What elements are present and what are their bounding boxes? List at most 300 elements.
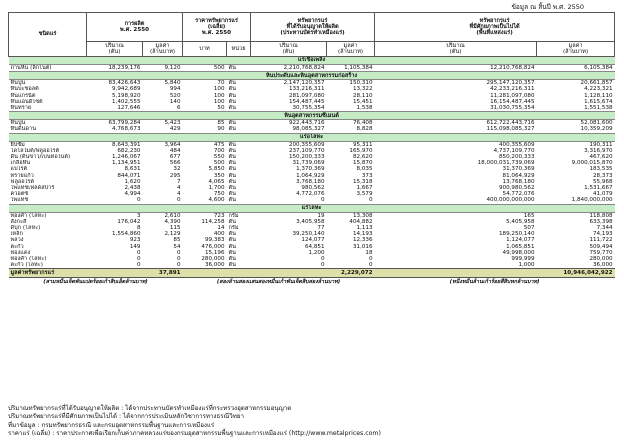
price-unit: ตัน — [228, 154, 236, 161]
permitted-qty: 124,077 — [301, 237, 325, 244]
permitted-value: 165,970 — [349, 147, 373, 154]
potential-qty: 1,065,851 — [506, 243, 535, 250]
subheader-baht: บาท — [183, 42, 227, 57]
production-value: 4,390 — [164, 218, 181, 225]
price-baht: 14 — [217, 225, 225, 232]
permitted-value: 8,035 — [356, 166, 373, 173]
permitted-qty: 0 — [320, 262, 325, 269]
production-value: 429 — [169, 126, 181, 133]
production-qty: 8 — [136, 225, 141, 232]
subheader-potential-value-label: มูลค่า (ล้านบาท) — [562, 42, 589, 55]
subheader-potential-value — [537, 42, 615, 57]
permitted-value: 82,620 — [352, 154, 373, 161]
potential-value: 1,840,000,000 — [571, 197, 613, 204]
production-value: 4 — [176, 191, 181, 198]
production-value: 0 — [176, 249, 181, 256]
production-value: 7 — [176, 178, 181, 185]
section-title: หินอุตสาหกรรมซีเมนต์ — [9, 112, 615, 120]
potential-value: 190,311 — [589, 141, 613, 148]
price-unit: กรัม — [228, 212, 239, 219]
permitted-qty: 980,562 — [301, 185, 325, 192]
price-baht: 1,700 — [208, 185, 225, 192]
permitted-qty: 3,768,180 — [296, 178, 325, 185]
potential-value: 6,105,384 — [584, 65, 613, 71]
production-value: 6 — [176, 105, 181, 112]
table-row — [9, 105, 615, 112]
permitted-value: 0 — [368, 256, 373, 263]
permitted-value: 1,667 — [356, 185, 373, 192]
permitted-value: 18 — [365, 249, 373, 256]
permitted-qty: 19 — [317, 212, 325, 219]
permitted-qty: 4,772,076 — [296, 191, 325, 198]
mineral-name: เหล็ก — [10, 231, 23, 238]
mineral-name: สังกะสี — [10, 218, 27, 225]
potential-value: 4,223,321 — [584, 86, 613, 93]
table-row — [9, 197, 615, 204]
permitted-value: 404,882 — [349, 218, 373, 225]
price-baht: 85 — [217, 120, 225, 127]
production-value: 0 — [176, 256, 181, 263]
section-title: แร่อโลหะ — [9, 133, 615, 141]
section-title: แร่เชื้อเพลิง — [9, 57, 615, 65]
price-baht: 90 — [217, 126, 225, 133]
production-value: 5,840 — [164, 80, 181, 87]
production-value: 5,423 — [164, 120, 181, 127]
production-qty: 8,643,391 — [112, 141, 141, 148]
potential-value: 509,494 — [589, 243, 613, 250]
price-baht: 50 — [217, 105, 225, 112]
permitted-qty: 1,370,369 — [296, 166, 325, 173]
production-value: 3,964 — [164, 141, 181, 148]
header-potential — [375, 13, 615, 42]
potential-value: 52,081,600 — [580, 120, 613, 127]
mineral-name: ทองคำ (โลหะ) — [10, 212, 47, 219]
price-unit: ตัน — [228, 231, 236, 238]
permitted-value: 14,193 — [352, 231, 373, 238]
potential-qty: 295,147,120,357 — [486, 80, 535, 87]
mineral-name: ดิน (ดินขาว/เบนทอไนต์) — [10, 154, 71, 161]
mineral-name: ทรายแก้ว — [10, 172, 34, 179]
production-qty: 923 — [129, 237, 141, 244]
total-potential-words: (หนึ่งหมื่นล้านเก้าร้อยสี่สิบหกล้านบาท) — [449, 278, 540, 285]
mineral-name: ตะกั่ว (โลหะ) — [10, 262, 43, 269]
production-value: 2,610 — [164, 212, 181, 219]
mineral-name: หินบะซอลต์ — [10, 86, 39, 93]
production-qty: 127,646 — [117, 105, 141, 112]
section-title: แร่โลหะ — [9, 204, 615, 212]
price-baht: 400 — [213, 231, 225, 238]
potential-value: 28,373 — [593, 172, 613, 179]
total-production-words: (สามหมื่นเจ็ดพันแปดร้อยเก้าสิบเอ็ดล้านบาท) — [43, 278, 148, 285]
production-value: 140 — [169, 98, 181, 105]
total-permitted-words: (สองล้านสองแสนสองหมื่นเก้าพันเจ็ดสิบสองล้านบาท) — [216, 278, 341, 285]
price-baht: 100 — [213, 98, 225, 105]
permitted-value: 1,105,384 — [344, 65, 373, 71]
production-qty: 8,631 — [124, 166, 141, 173]
permitted-value: 15,318 — [352, 178, 373, 185]
subheader-potential-qty-label: ปริมาณ (ตัน) — [446, 42, 465, 55]
permitted-qty: 64,851 — [304, 243, 325, 250]
table-row — [9, 212, 615, 219]
mineral-name: พลวง — [10, 237, 24, 244]
potential-value: 1,531,667 — [584, 185, 613, 192]
potential-qty: 11,281,097,080 — [490, 92, 535, 99]
price-unit: ตัน — [228, 249, 236, 256]
production-qty: 83,426,643 — [108, 80, 141, 87]
section-header — [9, 57, 615, 65]
price-unit: ตัน — [228, 86, 236, 93]
potential-qty: 115,098,085,327 — [486, 126, 535, 133]
production-qty: 844,071 — [117, 172, 141, 179]
production-value: 994 — [169, 86, 181, 93]
table-row — [9, 120, 615, 127]
price-baht: 36,000 — [204, 262, 225, 269]
permitted-value: 15,870 — [352, 160, 373, 167]
permitted-value: 13,308 — [352, 212, 373, 219]
potential-qty: 12,210,768,824 — [490, 65, 535, 71]
production-qty: 2,438 — [124, 185, 141, 192]
production-value: 0 — [176, 197, 181, 204]
potential-qty: 507 — [523, 225, 535, 232]
production-qty: 9,942,689 — [112, 86, 141, 93]
mineral-name: โพแทชเฟลด์สปาร์ — [10, 185, 55, 192]
permitted-value: 150,310 — [349, 80, 373, 87]
production-value: 4 — [176, 185, 181, 192]
production-qty: 1,402,555 — [112, 98, 141, 105]
potential-value: 74,193 — [593, 231, 613, 238]
permitted-qty: 922,443,716 — [288, 120, 325, 127]
price-baht: 500 — [213, 65, 225, 71]
price-unit: ตัน — [228, 197, 236, 204]
production-qty: 1,620 — [124, 178, 141, 185]
potential-value: 111,722 — [589, 237, 613, 244]
permitted-qty: 30,755,354 — [292, 105, 325, 112]
potential-value: 36,000 — [593, 262, 613, 269]
price-baht: 350 — [213, 172, 225, 179]
price-unit: ตัน — [228, 191, 236, 198]
total-row — [9, 269, 615, 278]
price-baht: 550 — [213, 154, 225, 161]
price-baht: 100 — [213, 92, 225, 99]
header-potential-label: ทรัพยากรแร่ ที่มีศักยภาพเป็นไปได้ (พื้นที่แหล่งแร่) — [469, 17, 520, 37]
potential-qty: 42,233,216,311 — [490, 86, 535, 93]
subheader-permitted-qty — [251, 42, 327, 57]
footnotes — [8, 405, 381, 438]
header-mineral: ชนิดแร่ — [9, 13, 87, 57]
potential-value: 3,316,970 — [584, 147, 613, 154]
production-qty: 1,554,860 — [112, 231, 141, 238]
price-baht: 476,000 — [201, 243, 225, 250]
price-unit: ตัน — [228, 65, 236, 71]
potential-value: 10,359,209 — [580, 126, 613, 133]
subheader-permitted-qty-label: ปริมาณ (ตัน) — [279, 42, 298, 55]
potential-qty: 4,737,109,770 — [493, 147, 535, 154]
permitted-qty: 98,085,327 — [292, 126, 325, 133]
section-header — [9, 133, 615, 141]
mineral-name: ทองคำ (โลหะ) — [10, 256, 47, 263]
potential-value: 7,344 — [596, 225, 613, 232]
price-baht: 5,850 — [208, 166, 225, 173]
mineral-name: ยิปซัม — [10, 141, 25, 148]
total-permitted-value: 2,229,072 — [327, 269, 375, 278]
mineral-name: โดโลไมต์/ฟลูออไรต์ — [10, 147, 60, 154]
price-baht: 700 — [213, 147, 225, 154]
permitted-value: 1,113 — [356, 225, 373, 232]
section-header — [9, 112, 615, 120]
potential-qty: 612,722,443,716 — [486, 120, 535, 127]
subheader-qty — [87, 42, 143, 57]
potential-value: 55,968 — [593, 178, 613, 185]
price-unit: ตัน — [228, 237, 236, 244]
price-baht: 723 — [213, 212, 225, 219]
permitted-qty: 2,210,768,824 — [283, 65, 325, 71]
mineral-name: หินทราย — [10, 105, 32, 112]
footnote: ราคาแร่ (เฉลี่ย) : ราคาประกาศเพื่อเรียกเก็บค่าภาคหลวงแร่ของกรมอุตสาหกรรมพื้นฐานและการเหมืองแร่ (http://www.metalprices.com) — [8, 429, 381, 437]
production-qty: 149 — [129, 243, 141, 250]
production-qty: 0 — [136, 262, 141, 269]
table-row — [9, 80, 615, 87]
potential-qty: 49,998,000 — [502, 249, 535, 256]
potential-qty: 850,200,333 — [498, 154, 535, 161]
price-unit: ตัน — [228, 218, 236, 225]
price-unit: ตัน — [228, 120, 236, 127]
price-unit: ตัน — [228, 80, 236, 87]
permitted-value: 8,828 — [356, 126, 373, 133]
potential-qty: 189,250,140 — [498, 231, 535, 238]
mineral-name: หินดินดาน — [10, 126, 37, 133]
potential-qty: 81,064,929 — [502, 172, 535, 179]
production-value: 115 — [169, 225, 181, 232]
subheader-permitted-value — [327, 42, 375, 57]
price-unit: ตัน — [228, 147, 236, 154]
production-qty: 18,239,176 — [108, 65, 141, 71]
production-value: 9,120 — [164, 65, 181, 71]
price-baht: 280,000 — [201, 256, 225, 263]
permitted-value: 373 — [361, 172, 373, 179]
potential-qty: 16,154,487,445 — [490, 98, 535, 105]
subheader-permitted-value-label: มูลค่า (ล้านบาท) — [337, 42, 364, 55]
total-spacer-2 — [375, 269, 537, 278]
total-spacer — [183, 269, 327, 278]
potential-qty: 400,000,000,000 — [486, 197, 535, 204]
permitted-value: 1,538 — [356, 105, 373, 112]
section-header — [9, 204, 615, 212]
potential-value: 633,398 — [589, 218, 613, 225]
price-unit: ตัน — [228, 92, 236, 99]
production-value: 484 — [169, 147, 181, 154]
price-unit: ตัน — [228, 178, 236, 185]
production-qty: 4,994 — [124, 191, 141, 198]
potential-value: 467,620 — [589, 154, 613, 161]
price-baht: 15,196 — [204, 249, 225, 256]
permitted-value: 12,336 — [352, 237, 373, 244]
production-value: 566 — [169, 160, 181, 167]
price-baht: 99,383 — [204, 237, 225, 244]
footnote: ที่มาข้อมูล : กรมทรัพยากรธรณี และกรมอุตสาหกรรมพื้นฐานและการเหมืองแร่ — [8, 421, 215, 429]
production-value: 520 — [169, 92, 181, 99]
header-permitted-label: ทรัพยากรแร่ ที่ได้รับอนุญาตให้ผลิต (ประทานบัตรทำเหมืองแร่) — [280, 17, 345, 37]
permitted-qty: 0 — [320, 197, 325, 204]
permitted-qty: 0 — [320, 256, 325, 263]
price-baht: 100 — [213, 86, 225, 93]
potential-value: 1,551,538 — [584, 105, 613, 112]
price-unit: ตัน — [228, 166, 236, 173]
potential-qty: 54,772,076 — [502, 191, 535, 198]
permitted-value: 0 — [368, 197, 373, 204]
production-qty: 63,799,284 — [108, 120, 141, 127]
potential-qty: 1,124,077 — [506, 237, 535, 244]
price-baht: 475 — [213, 141, 225, 148]
section-title: หินประดับและหินอุตสาหกรรมก่อสร้าง — [9, 72, 615, 80]
permitted-value: 13,322 — [352, 86, 373, 93]
mineral-name: ควอตซ์ — [10, 191, 29, 198]
subheader-potential-qty — [375, 42, 537, 57]
production-qty: 1,134,951 — [112, 160, 141, 167]
price-baht: 750 — [213, 191, 225, 198]
potential-qty: 18,000,031,739,069 — [477, 160, 535, 167]
permitted-value: 28,110 — [352, 92, 373, 99]
potential-qty: 13,768,180 — [502, 178, 535, 185]
permitted-value: 15,451 — [352, 98, 373, 105]
potential-value: 280,000 — [589, 256, 613, 263]
potential-value: 41,079 — [593, 191, 613, 198]
mineral-name: ตะกั่ว — [10, 243, 24, 250]
production-qty: 0 — [136, 256, 141, 263]
mineral-name: ดีบุก (โลหะ) — [10, 225, 41, 232]
production-value: 0 — [176, 262, 181, 269]
permitted-qty: 39,250,140 — [292, 231, 325, 238]
subheader-value-label: มูลค่า (ล้านบาท) — [149, 42, 176, 55]
potential-value: 118,808 — [589, 212, 613, 219]
price-unit: ตัน — [228, 262, 236, 269]
potential-qty: 165 — [523, 212, 535, 219]
price-unit: ตัน — [228, 141, 236, 148]
price-unit: กรัม — [228, 225, 239, 232]
price-baht: 4,065 — [208, 178, 225, 185]
production-value: 295 — [169, 172, 181, 179]
potential-qty: 1,000 — [518, 262, 535, 269]
header-price-label: ราคาทรัพยากรแร่ (เฉลี่ย) พ.ศ. 2550 — [195, 17, 238, 37]
permitted-qty: 2,147,120,357 — [283, 80, 325, 87]
header-price — [183, 13, 251, 42]
price-unit: ตัน — [228, 256, 236, 263]
potential-value: 1,615,674 — [584, 98, 613, 105]
mineral-name: หินแกรนิต — [10, 92, 36, 99]
price-unit: ตัน — [228, 98, 236, 105]
table-row — [9, 262, 615, 269]
production-qty: 5,198,920 — [112, 92, 141, 99]
permitted-qty: 200,355,609 — [288, 141, 325, 148]
table-row — [9, 126, 615, 133]
production-qty: 0 — [136, 249, 141, 256]
production-qty: 1,246,067 — [112, 154, 141, 161]
table-row — [9, 65, 615, 72]
as-of-date: ข้อมูล ณ สิ้นปี พ.ศ. 2550 — [511, 3, 584, 11]
price-unit: ตัน — [228, 160, 236, 167]
production-value: 2,129 — [164, 231, 181, 238]
price-unit: ตัน — [228, 185, 236, 192]
header-production — [87, 13, 183, 42]
section-header — [9, 72, 615, 80]
potential-value: 183,535 — [589, 166, 613, 173]
permitted-value: 0 — [368, 262, 373, 269]
production-value: 54 — [173, 243, 181, 250]
permitted-value: 31,016 — [352, 243, 373, 250]
mineral-resources-table — [8, 12, 615, 285]
mineral-name: หินปูน — [10, 120, 26, 127]
mineral-name: ถ่านหิน (ลิกไนต์) — [10, 65, 52, 71]
potential-value: 1,128,110 — [584, 92, 613, 99]
price-unit: ตัน — [228, 126, 236, 133]
permitted-qty: 77 — [317, 225, 325, 232]
potential-qty: 400,355,609 — [498, 141, 535, 148]
price-baht: 70 — [217, 80, 225, 87]
potential-qty: 999,999 — [511, 256, 535, 263]
subheader-value — [143, 42, 183, 57]
price-unit: ตัน — [228, 243, 236, 250]
table-body — [9, 57, 615, 269]
mineral-name: ฟลูออไรต์ — [10, 178, 35, 185]
price-unit: ตัน — [228, 172, 236, 179]
production-qty: 682,230 — [117, 147, 141, 154]
potential-value: 759,770 — [589, 249, 613, 256]
potential-qty: 900,980,562 — [498, 185, 535, 192]
permitted-qty: 31,739,069 — [292, 160, 325, 167]
header-production-label: การผลิต พ.ศ. 2550 — [120, 20, 150, 33]
mineral-name: หินแอนดีไซต์ — [10, 98, 43, 105]
production-value: 85 — [173, 237, 181, 244]
permitted-qty: 3,405,958 — [296, 218, 325, 225]
production-qty: 3 — [136, 212, 141, 219]
mineral-name: ทองแดง — [10, 249, 31, 256]
potential-qty: 31,370,369 — [502, 166, 535, 173]
permitted-value: 76,408 — [352, 120, 373, 127]
price-baht: 4,600 — [208, 197, 225, 204]
total-potential-value: 10,946,042,922 — [537, 269, 615, 278]
price-baht: 114,258 — [201, 218, 225, 225]
production-qty: 4,768,673 — [112, 126, 141, 133]
permitted-value: 95,311 — [352, 141, 373, 148]
permitted-qty: 154,487,445 — [288, 98, 325, 105]
total-production-value: 37,891 — [143, 269, 183, 278]
price-unit: ตัน — [228, 105, 236, 112]
production-value: 32 — [173, 166, 181, 173]
price-baht: 500 — [213, 160, 225, 167]
mineral-name: แบไรต์ — [10, 166, 28, 173]
mineral-name: เกลือหิน — [10, 160, 31, 167]
total-label: มูลค่าทรัพยากรแร่ — [9, 269, 143, 278]
header-permitted — [251, 13, 375, 42]
permitted-qty: 281,097,080 — [288, 92, 325, 99]
subheader-unit: หน่วย — [227, 42, 251, 57]
mineral-name: โพแทช — [10, 197, 29, 204]
footnote: ปริมาณทรัพยากรแร่ที่มีศักยภาพเป็นไปได้ : ได้จากการประเมินหลักวิชาการทางธรณีวิทยา — [8, 413, 244, 421]
permitted-qty: 1,064,929 — [296, 172, 325, 179]
footnote: ปริมาณทรัพยากรแร่ที่ได้รับอนุญาตให้ผลิต : ได้จากประทานบัตรทำเหมืองแร่ที่กระทรวงอุตสาหกรรมอนุญาต — [8, 405, 292, 412]
permitted-value: 3,579 — [356, 191, 373, 198]
permitted-qty: 133,216,311 — [288, 86, 325, 93]
production-qty: 176,042 — [117, 218, 141, 225]
table-row — [9, 141, 615, 148]
potential-value: 9,000,015,870 — [571, 160, 613, 167]
total-words-row — [9, 278, 615, 286]
production-qty: 0 — [136, 197, 141, 204]
potential-qty: 5,405,958 — [506, 218, 535, 225]
production-value: 677 — [169, 154, 181, 161]
permitted-qty: 150,200,333 — [288, 154, 325, 161]
potential-qty: 31,030,755,354 — [490, 105, 535, 112]
subheader-qty-label: ปริมาณ (ตัน) — [105, 42, 124, 55]
